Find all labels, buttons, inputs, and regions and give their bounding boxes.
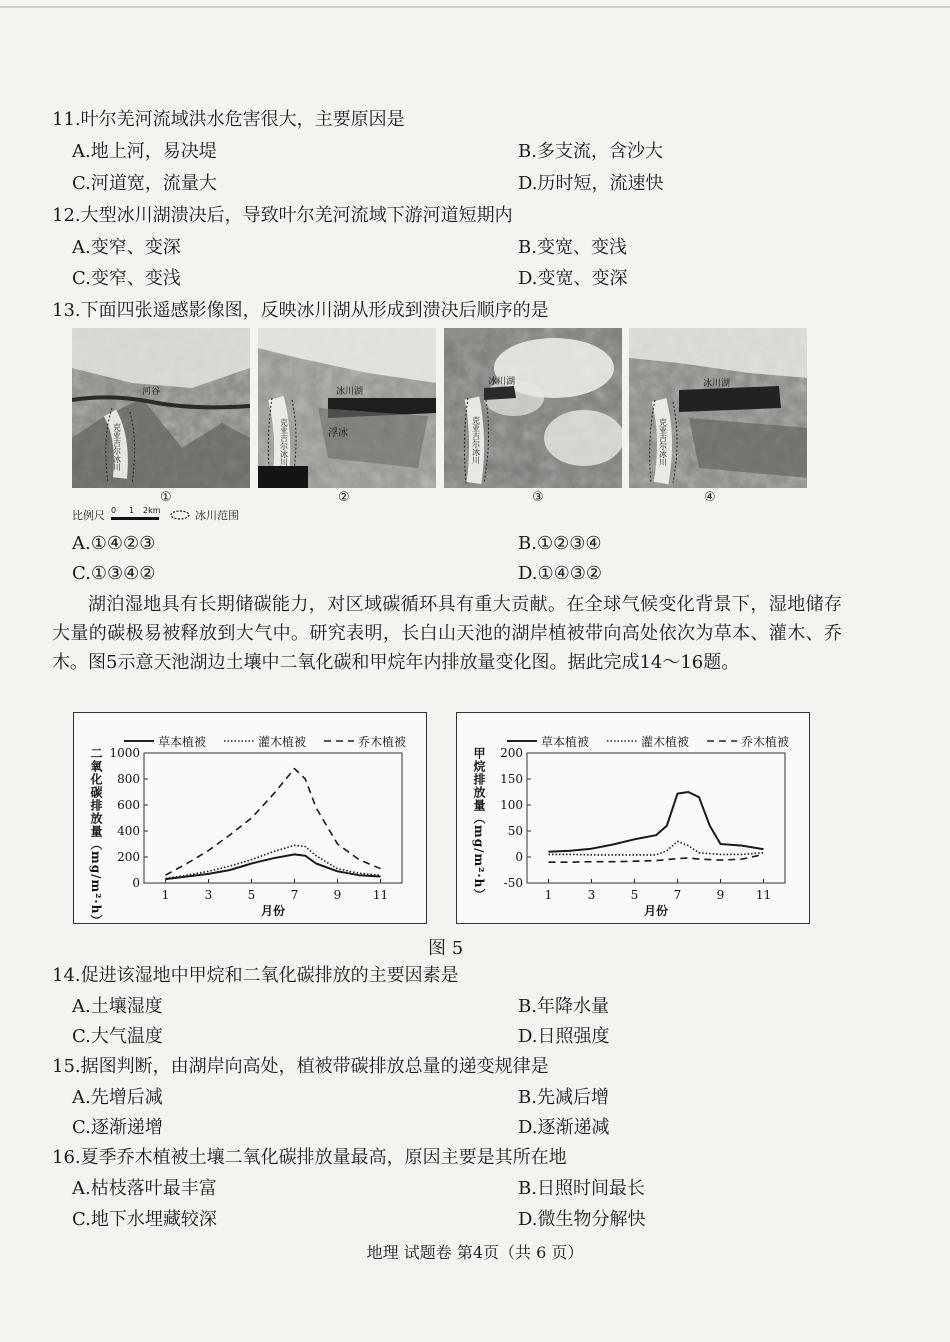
x-tick-label-4: 9 [333, 888, 342, 902]
co2-emission-chart [74, 713, 426, 923]
scale-label: 比例尺 [72, 509, 105, 522]
y-tick-label-0: 0 [132, 876, 140, 890]
x-tick-label-4: 9 [716, 888, 725, 902]
question-15-stem: 15.据图判断，由湖岸向高处，植被带碳排放总量的递变规律是 [52, 1056, 549, 1077]
question-16-stem: 16.夏季乔木植被土壤二氧化碳排放量最高，原因主要是其所在地 [52, 1147, 567, 1168]
scale-tick-0: 0 [111, 506, 117, 515]
sat3-glacier-label: 克亚吉尔冰川 [471, 416, 481, 464]
methane-emission-chart [457, 713, 809, 923]
plot-frame [144, 753, 402, 883]
sat3-lake-label: 冰川湖 [488, 377, 516, 387]
sat4-glacier-label: 克亚吉尔冰川 [658, 418, 668, 466]
q16-option-c: C.地下水埋藏较深 [72, 1209, 217, 1230]
ch4-chart-box [456, 712, 810, 924]
q16-option-b: B.日照时间最长 [518, 1178, 645, 1199]
scale-tick-2: 2km [143, 506, 161, 515]
q13-option-d: D.①④③② [518, 563, 603, 584]
q14-option-a: A.土壤湿度 [72, 996, 163, 1017]
question-13-stem: 13.下面四张遥感影像图，反映冰川湖从形成到溃决后顺序的是 [52, 300, 549, 321]
legend-label-1: 灌木植被 [641, 735, 690, 749]
glacier-range-label: 冰川范围 [195, 509, 239, 522]
q14-option-b: B.年降水量 [518, 996, 609, 1017]
plot-frame [527, 753, 785, 883]
question-11-stem: 11.叶尔羌河流域洪水危害很大，主要原因是 [52, 109, 405, 130]
x-axis-label: 月份 [643, 904, 669, 918]
y-tick-label-3: 100 [500, 798, 523, 812]
satellite-image-2 [258, 328, 436, 488]
q16-option-d: D.微生物分解快 [518, 1209, 646, 1230]
y-tick-label-3: 600 [117, 798, 140, 812]
y-axis-label: 甲烷排放量（mg/m²·h） [472, 747, 486, 902]
legend-label-1: 灌木植被 [258, 735, 307, 749]
x-tick-label-1: 3 [204, 888, 213, 902]
x-tick-label-1: 3 [587, 888, 596, 902]
q12-option-a: A.变窄、变深 [72, 237, 181, 258]
q11-option-c: C.河道宽，流量大 [72, 173, 217, 194]
x-tick-label-5: 11 [372, 888, 389, 902]
q13-option-b: B.①②③④ [518, 533, 602, 554]
q14-option-d: D.日照强度 [518, 1026, 610, 1047]
x-tick-label-0: 1 [161, 888, 170, 902]
q13-option-a: A.①④②③ [72, 533, 156, 554]
co2-chart-box [73, 712, 427, 924]
q15-option-d: D.逐渐递减 [518, 1117, 610, 1138]
q15-option-b: B.先减后增 [518, 1087, 609, 1108]
y-axis-label: 二氧化碳排放量（mg/m²·h） [89, 747, 103, 923]
sat1-glacier-label: 克亚吉尔冰川 [112, 423, 122, 471]
image-label-2: ② [338, 490, 350, 505]
question-12-stem: 12.大型冰川湖溃决后，导致叶尔羌河流域下游河道短期内 [52, 205, 513, 226]
scale-bar [109, 508, 165, 522]
x-tick-label-3: 7 [673, 888, 682, 902]
y-tick-label-1: 200 [117, 850, 140, 864]
x-tick-label-0: 1 [544, 888, 553, 902]
legend-label-2: 乔木植被 [741, 735, 790, 749]
image-legend [72, 507, 239, 523]
image-label-4: ④ [704, 490, 716, 505]
q11-option-b: B.多支流，含沙大 [518, 141, 663, 162]
series-line-0 [166, 854, 381, 879]
y-tick-label-4: 800 [117, 772, 140, 786]
y-tick-label-2: 50 [507, 824, 523, 838]
x-tick-label-5: 11 [755, 888, 772, 902]
q12-option-b: B.变宽、变浅 [518, 237, 627, 258]
q12-option-d: D.变宽、变深 [518, 268, 628, 289]
q11-option-d: D.历时短，流速快 [518, 173, 664, 194]
question-14-stem: 14.促进该湿地中甲烷和二氧化碳排放的主要因素是 [52, 965, 459, 986]
sat1-river-label: 河谷 [142, 387, 161, 397]
sat2-floe-label: 浮冰 [328, 428, 348, 439]
q15-option-c: C.逐渐递增 [72, 1117, 163, 1138]
q11-option-a: A.地上河，易决堤 [72, 141, 217, 162]
q15-option-a: A.先增后减 [72, 1087, 163, 1108]
legend-label-0: 草本植被 [541, 735, 590, 749]
q14-option-c: C.大气温度 [72, 1026, 163, 1047]
satellite-image-3 [444, 328, 622, 488]
sat2-glacier-label: 克亚吉尔冰川 [279, 418, 289, 466]
x-tick-label-2: 5 [247, 888, 256, 902]
satellite-image-1 [72, 328, 250, 488]
sat2-lake-label: 冰川湖 [336, 387, 364, 397]
image-label-1: ① [160, 490, 172, 505]
y-tick-label-4: 150 [500, 772, 523, 786]
reading-passage: 湖泊湿地具有长期储碳能力，对区域碳循环具有重大贡献。在全球气候变化背景下，湿地储存大量的碳极易被释放到大气中。研究表明，长白山天池的湖岸植被带向高处依次为草本、灌木、乔木。图5示意天池湖边土壤中二氧化碳和甲烷年内排放量变化图。据此完成14～16题。 [52, 594, 842, 673]
y-tick-label-5: 200 [500, 746, 523, 760]
x-tick-label-2: 5 [630, 888, 639, 902]
scan-edge-line [0, 6, 950, 8]
y-tick-label-2: 400 [117, 824, 140, 838]
glacier-range-icon [169, 509, 191, 521]
q12-option-c: C.变窄、变浅 [72, 268, 181, 289]
q16-option-a: A.枯枝落叶最丰富 [72, 1178, 217, 1199]
series-line-0 [549, 792, 764, 852]
sat4-lake-label: 冰川湖 [703, 379, 731, 389]
page-footer: 地理 试题卷 第4页（共 6 页） [366, 1243, 584, 1262]
y-tick-label-0: -50 [503, 876, 523, 890]
scale-tick-1: 1 [129, 506, 135, 515]
series-line-1 [549, 841, 764, 855]
x-tick-label-3: 7 [290, 888, 299, 902]
legend-label-2: 乔木植被 [358, 735, 407, 749]
x-axis-label: 月份 [260, 904, 286, 918]
y-tick-label-1: 0 [515, 850, 523, 864]
series-line-2 [549, 854, 764, 862]
legend-label-0: 草本植被 [158, 735, 207, 749]
satellite-image-4 [629, 328, 807, 488]
image-label-3: ③ [532, 490, 544, 505]
q13-option-c: C.①③④② [72, 563, 156, 584]
figure-caption: 图 5 [428, 938, 464, 959]
satellite-images [72, 328, 812, 490]
y-tick-label-5: 1000 [109, 746, 140, 760]
